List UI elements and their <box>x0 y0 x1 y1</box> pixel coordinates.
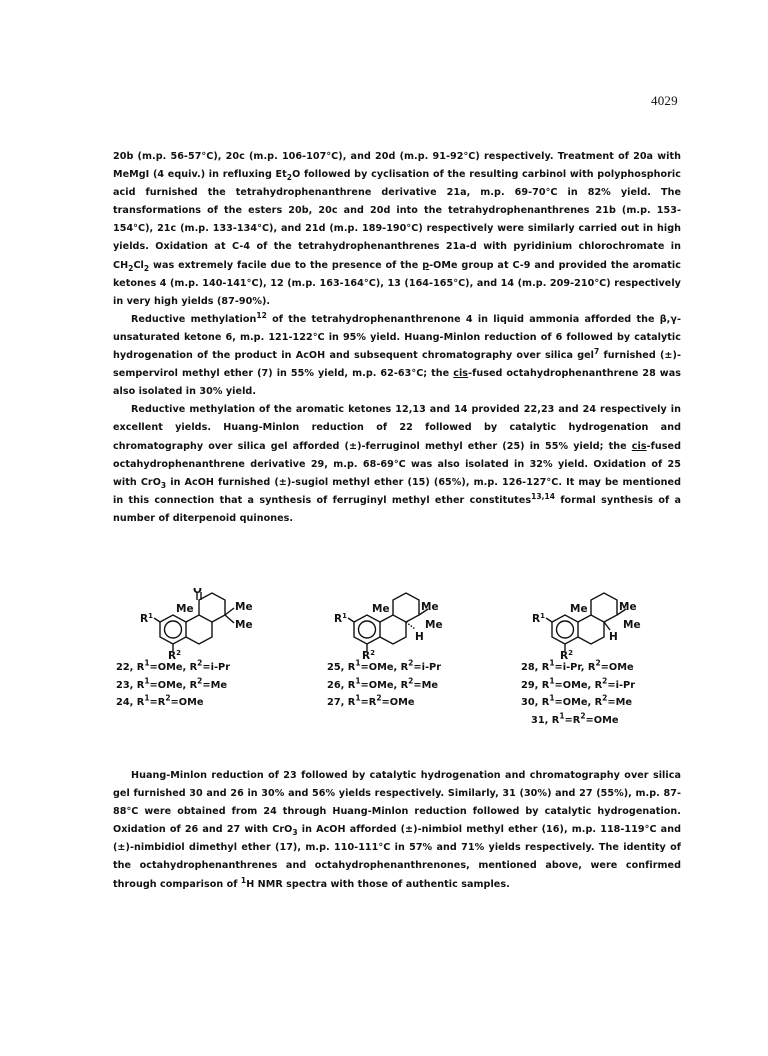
paragraph-1: 20b (m.p. 56-57°C), 20c (m.p. 106-107°C), and 20d (m.p. 91-92°C) respectively. Treatment of 20a with MeMgI (4 equiv.) in refluxing $Et_2O$ followed by cyclisation of the resulting carbinol with polyphosphoric acid furnished the tetrahydrophenanthrene derivative 21a, m.p. 69-70°C in 82% yield. The transformations of the esters 20b, 20c and 20d into the tetrahydrophenanthrenes 21b (m.p. 153-154°C), 21c (m.p. 133-134°C), and 21d (m.p. 189-190°C) respectively were similarly carried out in high yields. Oxidation at C-4 of the tetrahydrophenanthrenes 21a-d with pyridinium chlorochromate in $CH_2Cl_2$ was extremely facile due to the presence of the p-OMe group at C-9 and provided the aromatic ketones 4 (m.p. 140-141°C), 12 (m.p. 163-164°C), 13 (164-165°C), and 14 (m.p. 209-210°C) respectively in very high yields (87-90%). <box>113 151 681 307</box>
body-text-lower <box>113 767 681 894</box>
methyl-label: Me <box>235 601 253 613</box>
r2-label: $R^2$ <box>168 649 181 660</box>
methyl-label: Me <box>176 603 194 615</box>
methyl-label: Me <box>372 603 390 615</box>
structure-a <box>110 588 280 664</box>
carbonyl-o-label: O <box>193 588 202 596</box>
methyl-label: Me <box>425 619 443 631</box>
hydrogen-label: H <box>609 631 618 643</box>
hydrogen-label: H <box>415 631 424 643</box>
compound-entry: 22, $R^1=OMe$, $R^2=i-Pr$ <box>116 658 231 673</box>
compound-entry: 30, $R^1=OMe$, $R^2=Me$ <box>521 693 632 708</box>
paragraph-2: Reductive methylation$^{12}$ of the tetrahydrophenanthrenone 4 in liquid ammonia afforded the β,γ-unsaturated ketone 6, m.p. 121-122°C in 95% yield. Huang-Minlon reduction of 6 followed by catalytic hydrogenation of the product in AcOH and subsequent chromatography over silica gel$^7$ furnished (±)-sempervirol methyl ether (7) in 55% yield, m.p. 62-63°C; the cis-fused octahydrophenanthrene 28 was also isolated in 30% yield. <box>113 310 681 398</box>
methyl-label: Me <box>619 601 637 613</box>
compound-entry: 28, $R^1=i-Pr$, $R^2=OMe$ <box>521 658 634 673</box>
methyl-label: Me <box>235 619 253 631</box>
compound-list-c <box>521 659 635 729</box>
paragraph-4: Huang-Minlon reduction of 23 followed by catalytic hydrogenation and chromatography over silica gel furnished 30 and 26 in 30% and 56% yields respectively. Similarly, 31 (30%) and 27 (55%), m.p. 87-88°C were obtained from 24 through Huang-Minlon reduction followed by catalytic hydrogenation. Oxidation of 26 and 27 with CrO$_3$ in AcOH afforded (±)-nimbiol methyl ether (16), m.p. 118-119°C and (±)-nimbidiol dimethyl ether (17), m.p. 110-111°C in 57% and 71% yields respectively. The identity of the octahydrophenanthrenes and octahydrophenanthrenones, mentioned above, were confirmed through comparison of $^1$H NMR spectra with those of authentic samples. <box>113 770 681 890</box>
compound-list-b <box>327 659 441 712</box>
r2-label: $R^2$ <box>560 649 573 660</box>
structure-figures <box>110 588 690 764</box>
compound-entry: 23, $R^1=OMe$, $R^2=Me$ <box>116 676 227 691</box>
compound-entry: 29, $R^1=OMe$, $R^2=i-Pr$ <box>521 676 636 691</box>
page-number: 4029 <box>651 93 678 108</box>
paragraph-3: Reductive methylation of the aromatic ketones 12,13 and 14 provided 22,23 and 24 respectively in excellent yields. Huang-Minlon reduction of 22 followed by catalytic hydrogenation and chromatography over silica gel afforded (±)-ferruginol methyl ether (25) in 55% yield; the cis-fused octahydrophenanthrene derivative 29, m.p. 68-69°C was also isolated in 32% yield. Oxidation of 25 with CrO$_3$ in AcOH furnished (±)-sugiol methyl ether (15) (65%), m.p. 126-127°C. It may be mentioned in this connection that a synthesis of ferruginyl methyl ether constitutes$^{13,14}$ formal synthesis of a number of diterpenoid quinones. <box>113 404 681 524</box>
body-text-upper <box>113 148 681 528</box>
r1-label: $R^1$ <box>532 612 545 625</box>
methyl-label: Me <box>570 603 588 615</box>
r1-label: $R^1$ <box>334 612 347 625</box>
compound-entry: 27, $R^1=R^2=OMe$ <box>327 693 415 708</box>
compound-entry: 24, $R^1=R^2=OMe$ <box>116 693 204 708</box>
structure-a-drawing <box>110 588 280 660</box>
structure-b <box>320 588 490 664</box>
r1-label: $R^1$ <box>140 612 153 625</box>
structure-c-drawing <box>518 588 688 660</box>
compound-entry: 31, $R^1=R^2=OMe$ <box>531 711 619 726</box>
r2-label: $R^2$ <box>362 649 375 660</box>
structure-c <box>518 588 688 664</box>
compound-entry: 26, $R^1=OMe$, $R^2=Me$ <box>327 676 438 691</box>
methyl-label: Me <box>623 619 641 631</box>
structure-b-drawing <box>320 588 490 660</box>
compound-list-a <box>116 659 230 712</box>
methyl-label: Me <box>421 601 439 613</box>
compound-entry: 25, $R^1=OMe$, $R^2=i-Pr$ <box>327 658 442 673</box>
